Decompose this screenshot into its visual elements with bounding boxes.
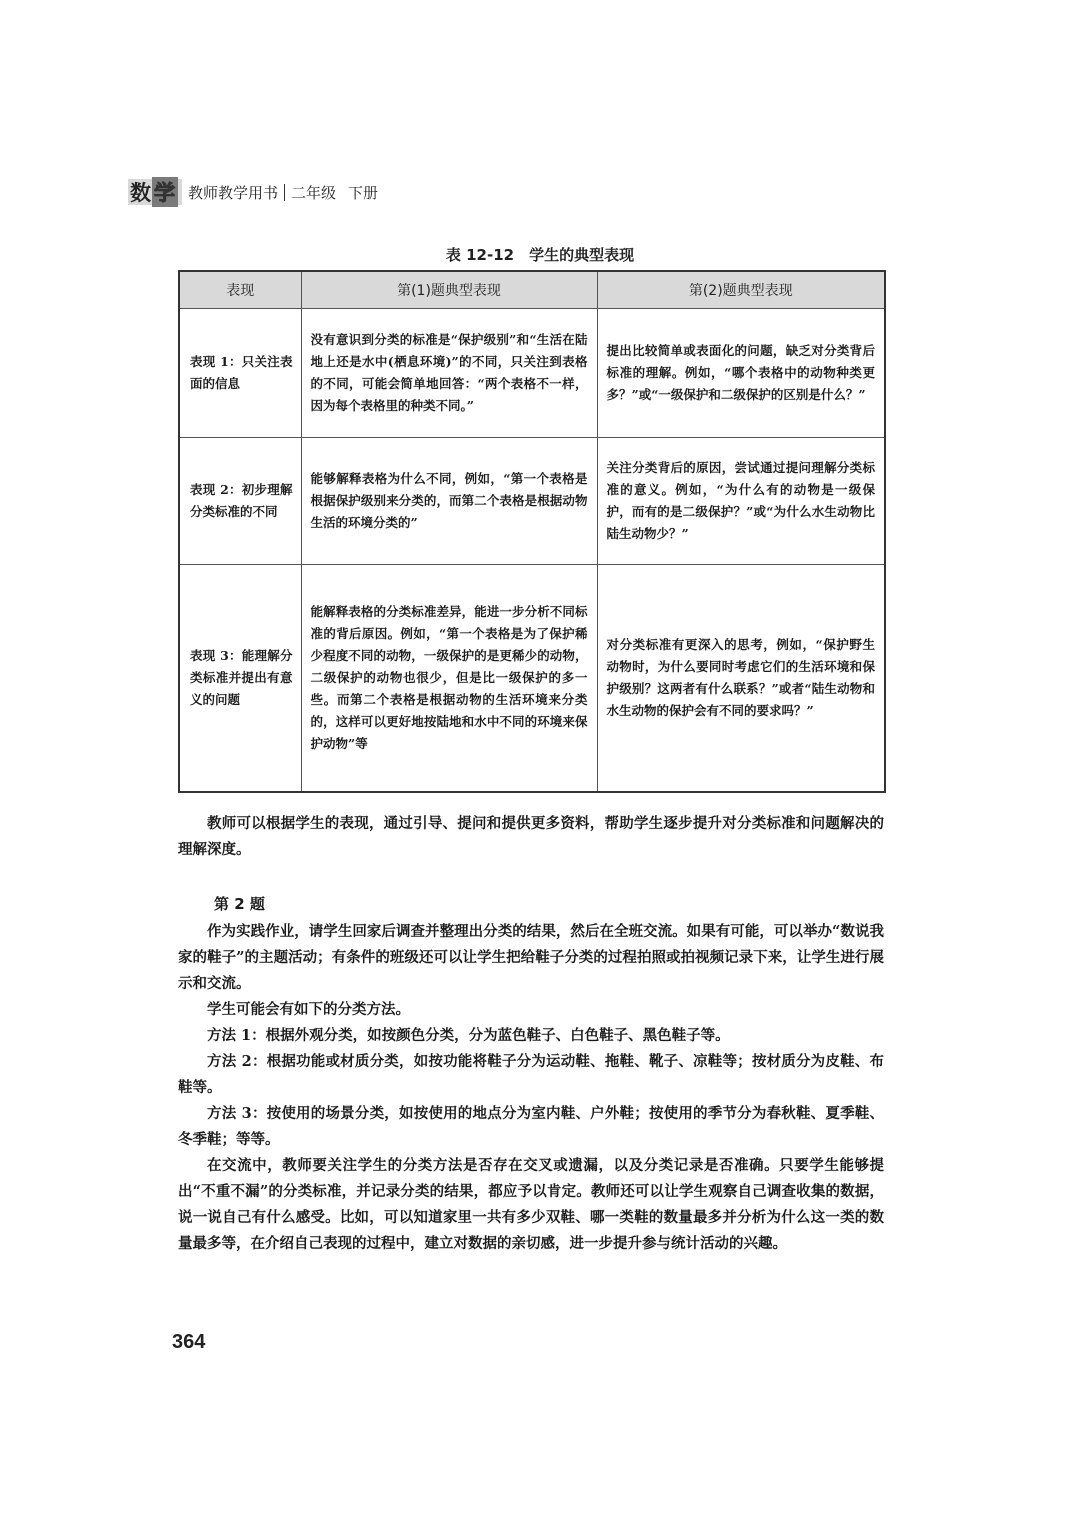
table-header-row <box>179 271 885 309</box>
row-1-q2: 提出比较简单或表面化的问题，缺乏对分类背后标准的理解。例如，“哪个表格中的动物种类更多？”或“一级保护和二级保护的区别是什么？” <box>597 309 885 438</box>
q2-intro: 作为实践作业，请学生回家后调查并整理出分类的结果，然后在全班交流。如果有可能，可以举办“数说我家的鞋子”的主题活动；有条件的班级还可以让学生把给鞋子分类的过程拍照或拍视频记录下来，让学生进行展示和交流。 <box>178 923 884 992</box>
after-table-paragraph: 教师可以根据学生的表现，通过引导、提问和提供更多资料，帮助学生逐步提升对分类标准和问题解决的理解深度。 <box>178 815 884 858</box>
page-number: 364 <box>172 1331 206 1353</box>
table-title: 表 12-12 学生的典型表现 <box>445 246 635 264</box>
row-2-level: 表现 2：初步理解分类标准的不同 <box>179 438 301 565</box>
book-type: 教师教学用书 <box>188 183 279 202</box>
table-row <box>179 438 885 565</box>
table-row <box>179 309 885 438</box>
question-2-heading: 第 2 题 <box>214 895 265 913</box>
table-row <box>179 565 885 793</box>
header-performance: 表现 <box>179 271 301 309</box>
grade-label: 二年级 <box>291 183 337 202</box>
row-3-q2: 对分类标准有更深入的思考，例如，“保护野生动物时，为什么要同时考虑它们的生活环境和保护级别？这两者有什么联系？”或者“陆生动物和水生动物的保护会有不同的要求吗？” <box>597 565 885 793</box>
q2-methods-intro: 学生可能会有如下的分类方法。 <box>207 1001 410 1018</box>
header-question-1: 第(1)题典型表现 <box>301 271 597 309</box>
question-2-body <box>178 919 884 1257</box>
method-2: 方法 2：根据功能或材质分类，如按功能将鞋子分为运动鞋、拖鞋、靴子、凉鞋等；按材质分为皮鞋、布鞋等。 <box>178 1053 884 1096</box>
row-3-level: 表现 3：能理解分类标准并提出有意义的问题 <box>179 565 301 793</box>
row-1-q1: 没有意识到分类的标准是“保护级别”和“生活在陆地上还是水中(栖息环境)”的不同，只关注到表格的不同，可能会简单地回答：“两个表格不一样，因为每个表格里的种类不同。” <box>301 309 597 438</box>
method-1: 方法 1：根据外观分类，如按颜色分类，分为蓝色鞋子、白色鞋子、黑色鞋子等。 <box>207 1027 730 1044</box>
running-header <box>128 178 378 206</box>
performance-table <box>178 270 886 793</box>
logo-char-1: 数 <box>130 180 152 205</box>
header-question-2: 第(2)题典型表现 <box>597 271 885 309</box>
logo-char-2: 学 <box>152 177 178 207</box>
closing-paragraph: 在交流中，教师要关注学生的分类方法是否存在交叉或遗漏，以及分类记录是否准确。只要学生能够提出“不重不漏”的分类标准，并记录分类的结果，都应予以肯定。教师还可以让学生观察自己调查收集的数据，说一说自己有什么感受。比如，可以知道家里一共有多少双鞋、哪一类鞋的数量最多并分析为什么这一类的数量最多等，在介绍自己表现的过程中，建立对数据的亲切感，进一步提升参与统计活动的兴趣。 <box>178 1157 884 1252</box>
row-3-q1: 能解释表格的分类标准差异，能进一步分析不同标准的背后原因。例如，“第一个表格是为了保护稀少程度不同的动物，一级保护的是更稀少的动物，二级保护的动物也很少，但是比一级保护的多一些。而第二个表格是根据动物的生活环境来分类的，这样可以更好地按陆地和水中不同的环境来保护动物”等 <box>301 565 597 793</box>
row-2-q1: 能够解释表格为什么不同，例如，“第一个表格是根据保护级别来分类的，而第二个表格是根据动物生活的环境分类的” <box>301 438 597 565</box>
header-divider <box>284 184 285 201</box>
volume-label: 下册 <box>348 183 379 202</box>
method-3: 方法 3：按使用的场景分类，如按使用的地点分为室内鞋、户外鞋；按使用的季节分为春秋鞋、夏季鞋、冬季鞋；等等。 <box>178 1105 884 1148</box>
row-1-level: 表现 1：只关注表面的信息 <box>179 309 301 438</box>
row-2-q2: 关注分类背后的原因，尝试通过提问理解分类标准的意义。例如，“为什么有的动物是一级保护，而有的是二级保护？”或“为什么水生动物比陆生动物少？” <box>597 438 885 565</box>
subject-logo <box>128 179 182 205</box>
